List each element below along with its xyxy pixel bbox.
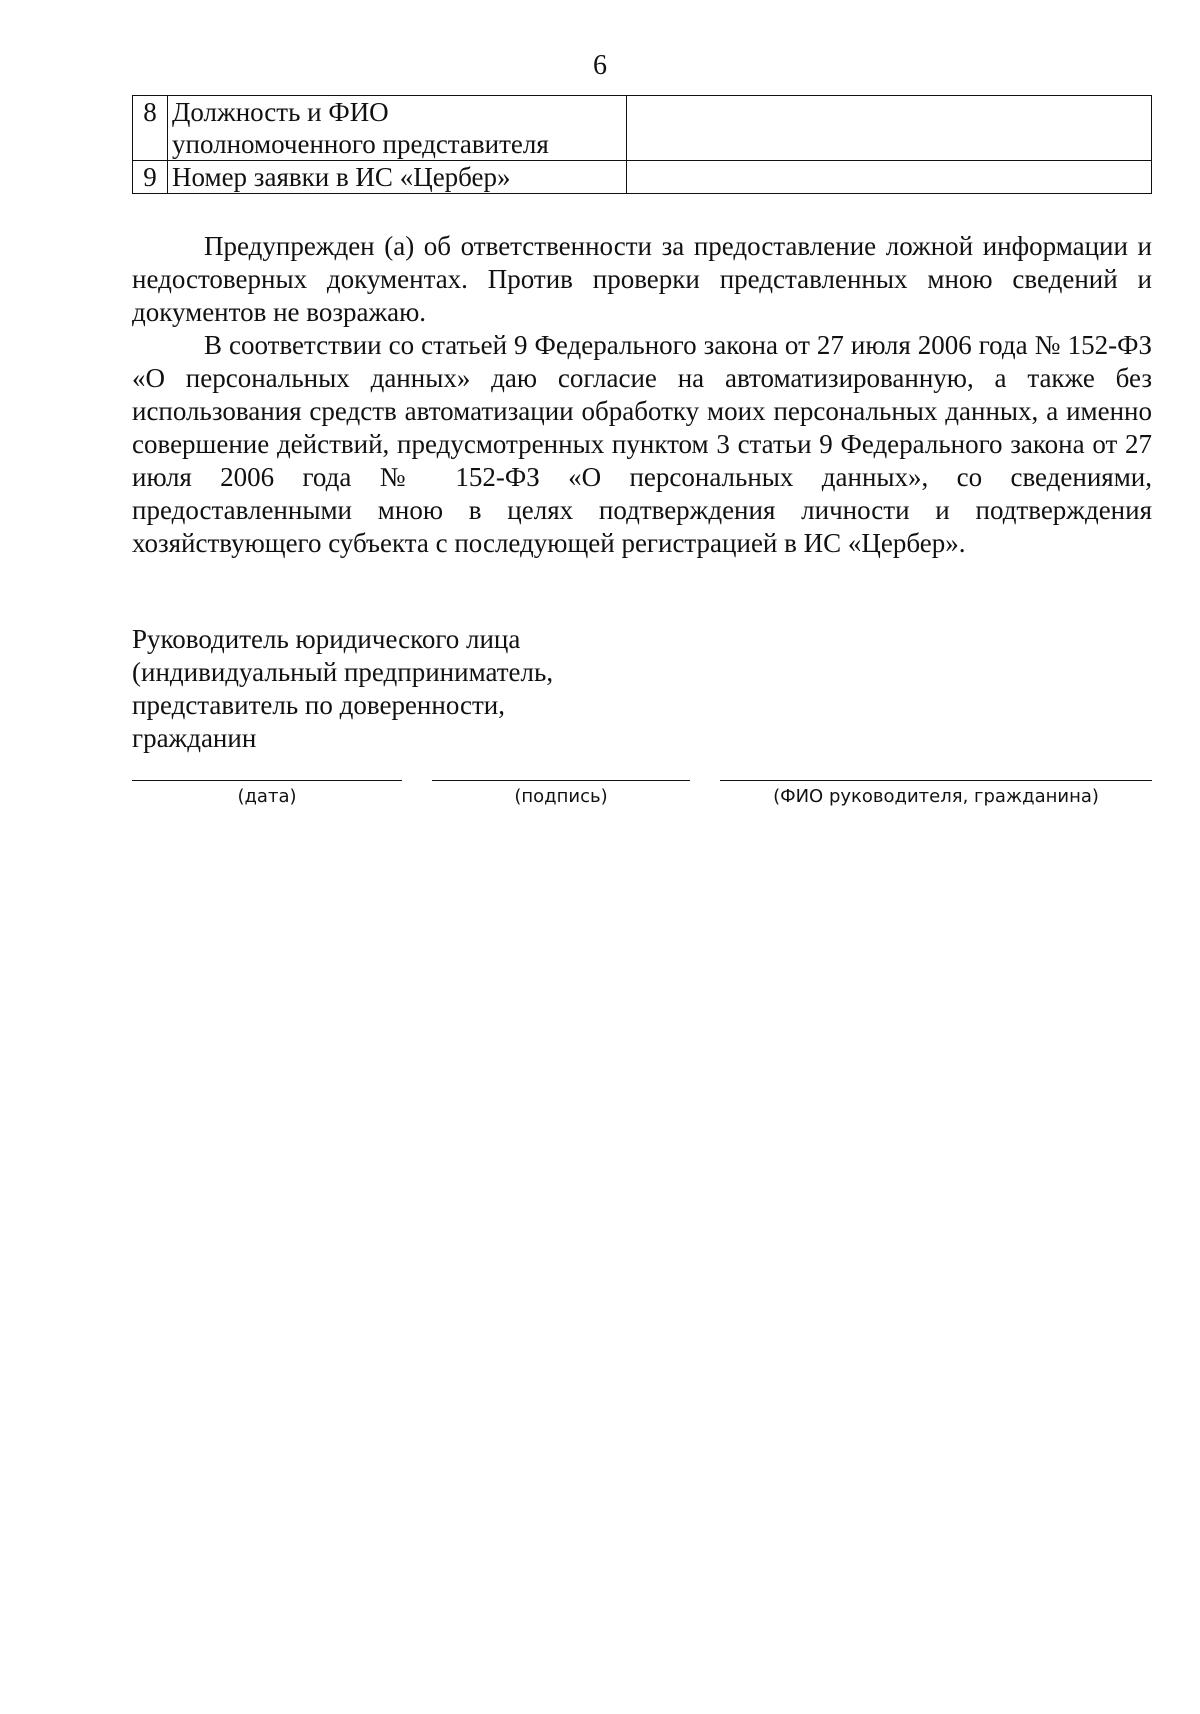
row-label bbox=[168, 161, 627, 194]
date-line bbox=[132, 780, 402, 781]
row-label-line: Номер заявки в ИС «Цербер» bbox=[172, 162, 511, 192]
name-caption: (ФИО руководителя, гражданина) bbox=[773, 786, 1099, 807]
name-line bbox=[720, 780, 1152, 781]
signer-line: представитель по доверенности, bbox=[132, 690, 505, 720]
signature-caption: (подпись) bbox=[514, 786, 608, 807]
signer-block bbox=[132, 623, 692, 755]
row-value-cell bbox=[627, 96, 1152, 161]
row-label bbox=[168, 96, 627, 161]
warning-paragraph: Предупрежден (а) об ответственности за предоставление ложной информации и недостоверных документах. Против проверки представленных мною сведений и документов не возражаю. bbox=[132, 231, 1152, 327]
body-text bbox=[132, 230, 1152, 560]
row-value-cell bbox=[627, 161, 1152, 194]
signer-line: Руководитель юридического лица bbox=[132, 624, 521, 654]
signer-line: гражданин bbox=[132, 723, 257, 753]
signature-line bbox=[432, 780, 690, 781]
row-label-line: Должность и ФИО bbox=[172, 97, 389, 127]
row-number: 8 bbox=[133, 96, 168, 161]
row-number: 9 bbox=[133, 161, 168, 194]
table-row bbox=[133, 96, 1152, 161]
table-row bbox=[133, 161, 1152, 194]
signer-line: (индивидуальный предприниматель, bbox=[132, 657, 554, 687]
page-number: 6 bbox=[593, 50, 607, 81]
date-caption: (дата) bbox=[237, 786, 297, 807]
row-label-line: уполномоченного представителя bbox=[172, 129, 549, 159]
form-table bbox=[132, 95, 1152, 194]
consent-paragraph: В соответствии со статьей 9 Федерального закона от 27 июля 2006 года № 152-ФЗ «О персональных данных» даю согласие на автоматизированную, а также без использования средств автоматизации обработку моих персональных данных, а именно совершение действий, предусмотренных пунктом 3 статьи 9 Федерального закона от 27 июля 2006 года № 152-ФЗ «О персональных данных», со сведениями, предоставленными мною в целях подтверждения личности и подтверждения хозяйствующего субъекта с последующей регистрацией в ИС «Цербер». bbox=[132, 330, 1152, 558]
